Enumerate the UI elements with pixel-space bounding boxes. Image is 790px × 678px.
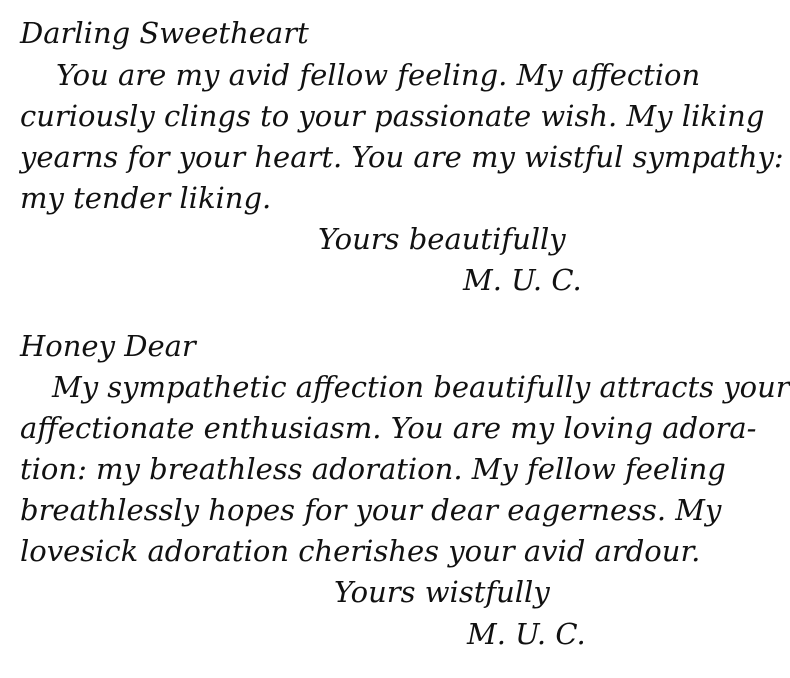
letter-2-signature: M. U. C. [467, 617, 586, 651]
letter-1-body-line-1: You are my avid fellow feeling. My affection [56, 58, 701, 92]
letter-2-body-line-4: breathlessly hopes for your dear eagerness. My [20, 493, 722, 527]
letter-2-body-line-2: affectionate enthusiasm. You are my loving adora- [20, 411, 757, 445]
letter-2-salutation: Honey Dear [20, 329, 196, 363]
letter-2-body-line-1: My sympathetic affection beautifully attracts your [52, 370, 790, 404]
letter-1-closing: Yours beautifully [318, 222, 566, 256]
letter-1-salutation: Darling Sweetheart [20, 16, 309, 50]
letter-2-body-line-5: lovesick adoration cherishes your avid ardour. [20, 534, 701, 568]
letter-1-body-line-3: yearns for your heart. You are my wistful sympathy: [20, 140, 784, 174]
letter-1-body-line-2: curiously clings to your passionate wish. My liking [20, 99, 765, 133]
letter-2-body-line-3: tion: my breathless adoration. My fellow feeling [20, 452, 726, 486]
letter-2-closing: Yours wistfully [334, 575, 550, 609]
letter-1-signature: M. U. C. [463, 263, 582, 297]
letter-1-body-line-4: my tender liking. [20, 181, 272, 215]
